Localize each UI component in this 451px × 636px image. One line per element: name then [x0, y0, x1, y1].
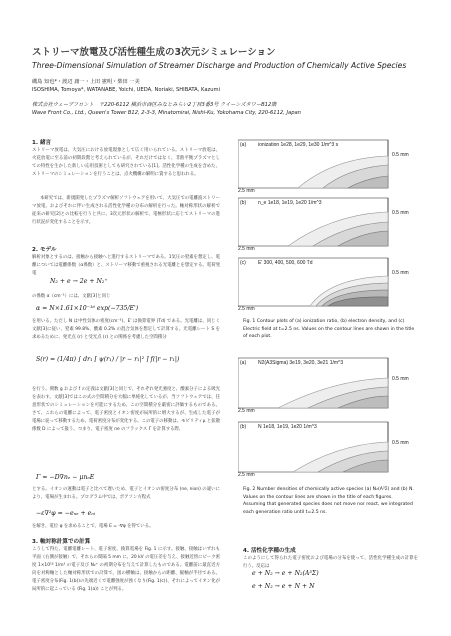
equation-alpha: α = N×1.61×10⁻¹⁶ exp(−735/E')	[36, 305, 139, 312]
paper-title-jp: ストリーマ放電及び活性種生成の3次元シミュレーション	[32, 47, 276, 58]
authors-en: ISOSHIMA, Tomoya*, WATANABE, Yoichi, UEDA, Noriaki, SHIBATA, Kazumi	[32, 87, 221, 93]
paragraph-model-1: 解析対象とするのは、接触から接触へと進行するストリーマである。1気圧の窒素を想定し、電離については電離係数（α係数）と、ストリーマ移動で重視される光電離とを想定する。電荷発電	[32, 255, 220, 276]
fig1-panel-a-ytick: 0.5 mm	[392, 152, 409, 158]
paragraph-results-1: こうして得た、電離電離レート、電子密度、換算電場を Fig. 1 に示す。接触、接触はいずれも平面（右側が接触）で、それらの間隔 5 mm に、20 kV の電圧差を与え、接触近傍にピーク密度 1×10¹⁶ 1/m³ の電子及び N₂⁺ の初期分布を与えて計算したものである。電離前に最直近方向を対称軸とした軸対称形状での計算で、図の横軸は、接触からの距離、縦軸が半径である。電子密度分布(Fig. 1(b))の先端近くで電離強度が強くなり(Fig. 1(c))、それによってイオン化が局所的に起こっている (Fig. 1(a)) ことが判る。	[32, 547, 220, 592]
equation-flux: Γ = −D∇nₑ − μnₑE	[36, 474, 95, 481]
section-heading-species: 4. 活性化学種の生成	[243, 548, 296, 554]
equation-reaction-1: e + N₂ → e + N₂(A³Σ)	[252, 570, 319, 577]
fig2-panel-a-title: N2(A3Sigma) 3e19, 3e20, 3e21 1/m^3	[258, 360, 344, 366]
fig2-panel-b-tag: (b)	[240, 424, 247, 430]
fig1-panel-b-ytick: 0.5 mm	[392, 210, 409, 216]
paragraph-model-6: を解き、電位 φ を求めることで、電場 E = -∇φ を得ている。	[32, 524, 154, 529]
fig2-panel-a-xtick: 2.5 mm	[238, 408, 255, 414]
fig2-panel-b	[238, 420, 409, 482]
fig2-panel-a-tag: (a)	[240, 360, 247, 366]
fig1-panel-a-xtick: 2.5 mm	[238, 188, 255, 194]
section-heading-axisym: 3. 軸対称計算での計算	[32, 539, 91, 545]
equation-reaction-2: e + N₂ → e + N + N	[252, 583, 315, 590]
affiliation-jp: 株式会社ウェーブフロント 〒220-6112 横浜市西区みなとみらい2丁目3番3号 クイーンズタワーB12階	[32, 102, 277, 108]
fig1-panel-c	[238, 256, 409, 316]
fig2-panel-b-ytick: 0.5 mm	[392, 440, 409, 446]
affiliation-en: Wave Front Co., Ltd., Queen's Tower B12, 2-3-3, Minatomirai, Nishi-Ku, Yokohama City, 220-6112, Japan	[32, 110, 301, 116]
fig1-panel-a-tag: (a)	[240, 142, 247, 148]
section-heading-intro: 1. 緒言	[32, 140, 52, 146]
fig1-panel-b	[238, 196, 409, 254]
equation-photoionization: S(r) = (1/4π) ∫ dr₁ [ ψ(r₁) / |r − r₁|² ] f(|r − r₁|)	[36, 356, 180, 363]
paragraph-intro-2: 本研究では、新規開発したプラズマ解析ソフトウェアを用いて、大気圧での電離波ストリーマ放電、およびそれに伴い生成される活性化学種の分布の解析を行った。軸対称形状の解析で従来の研究[2]との比較を行うと共に、3次元形状の解析で、電極形状に応じてストリーマの進行状況が変化することを示す。	[32, 196, 220, 225]
fig2-caption: Fig. 2 Number densities of chemically active species (a) N₂(A³Σ) and (b) N. Values on the contour lines are shown in the title of each figures. Assuming that generated species does not move nor react, we integrated each generation ratio until t=2.5 ns.	[243, 487, 414, 515]
fig1-panel-b-xtick: 2.5 mm	[238, 246, 255, 252]
paragraph-intro-1: ストリーマ放電は、大気圧における放電現象として広く用いられている。ストリーマ放電は、火花放電に至る前の初期段階と考えられているが、それだけではなく、非熱平衡プラズマとしての特性を生かした新しい応用技術としても研究されている[1]。活性化学種の生成を含めた、ストリーマのシミュレーションを行うことは、点火機構の解明に資すると思われる。	[32, 148, 220, 177]
paragraph-model-3: を用いる。ただし N は中性気体の密度(cm⁻³)、E' は換算電界 (Td) である。光電離は、同じく文献[3]に従い、窒素 99.8%、酸素 0.2% の混合気体を想定して計算する。光電離レート S を求めるために、発光点 (r) と受光点 (r) との関係を考慮した空間積分	[32, 319, 220, 340]
paper-title-en: Three-Dimensional Simulation of Streamer Discharge and Production of Chemically Active Species	[32, 61, 407, 70]
fig1-panel-a-title: ionization 1e28, 1e29, 1e30 1/m^3 s	[258, 142, 339, 148]
paragraph-species-1: このようにして得られた電子密度および電場の分布を使って、活性化学種生成の計算を行う。反応は	[243, 556, 418, 569]
paragraph-model-5: とする。イオンの運動は電子と比べて遅いため、電子とイオンの密度分布 (ne, nion) の違いにより、電場が生まれる。プログラム中では、ポアソン方程式	[32, 487, 220, 500]
fig2-panel-a-ytick: 0.5 mm	[392, 376, 409, 382]
fig1-panel-c-title: E' 300, 400, 500, 600 Td	[258, 260, 313, 266]
fig1-caption: Fig. 1 Contour plots of (a) ionization ratio, (b) electron density, and (c) Electric field at t=2.5 ns. Values on the contour lines are shown in the title of each plot.	[243, 319, 415, 340]
fig1-panel-b-title: n_e 1e18, 1e19, 1e20 1/m^3	[258, 200, 322, 206]
fig1-panel-a	[238, 138, 409, 194]
fig2-panel-b-title: N 1e18, 1e19, 1e20 1/m^3	[258, 424, 317, 430]
fig1-panel-c-xtick: 2.5 mm	[238, 306, 255, 312]
section-heading-model: 2. モデル	[32, 247, 57, 253]
equation-ionization-reaction: N₂ + e → 2e + N₂⁺	[50, 278, 108, 285]
paragraph-model-2: の係数 α（cm⁻¹）には、文献[3]と同じ	[32, 294, 111, 299]
fig1-panel-c-tag: (c)	[240, 260, 246, 266]
equation-poisson: −ε∇²φ = −eₙₑ + eₙᵢ	[36, 510, 96, 517]
authors-jp: 磯島 知也*・渡辺 庸一・上田 憲明・柴田 一美	[32, 79, 140, 85]
fig1-panel-b-tag: (b)	[240, 200, 247, 206]
paragraph-model-4: を行う。関数 g および f の定義は文献[3]と同じで、それぞれ発光強度と、酸素分子による吸光を表わす。文献[3]ではこの式の空間積分を大幅に単純化しているが、当ソフトウェアでは、任意形状でのシミュレーションを可能にするため、この空間積分を厳密に評価するものである。さて、これらの電離によって、電子密度とイオン密度が局所的に増大するが、生成した電子が電場に従って移動するため、電荷密度分布が変化する。この電子の移動は、モビリティμ と拡散係数 D によって扱う。つまり、電子密度 ne のフラックス Γ を計算する際、	[32, 387, 220, 432]
fig1-panel-c-ytick: 0.5 mm	[392, 270, 409, 276]
fig2-panel-a	[238, 356, 409, 418]
fig2-panel-b-xtick: 2.5 mm	[238, 472, 255, 478]
